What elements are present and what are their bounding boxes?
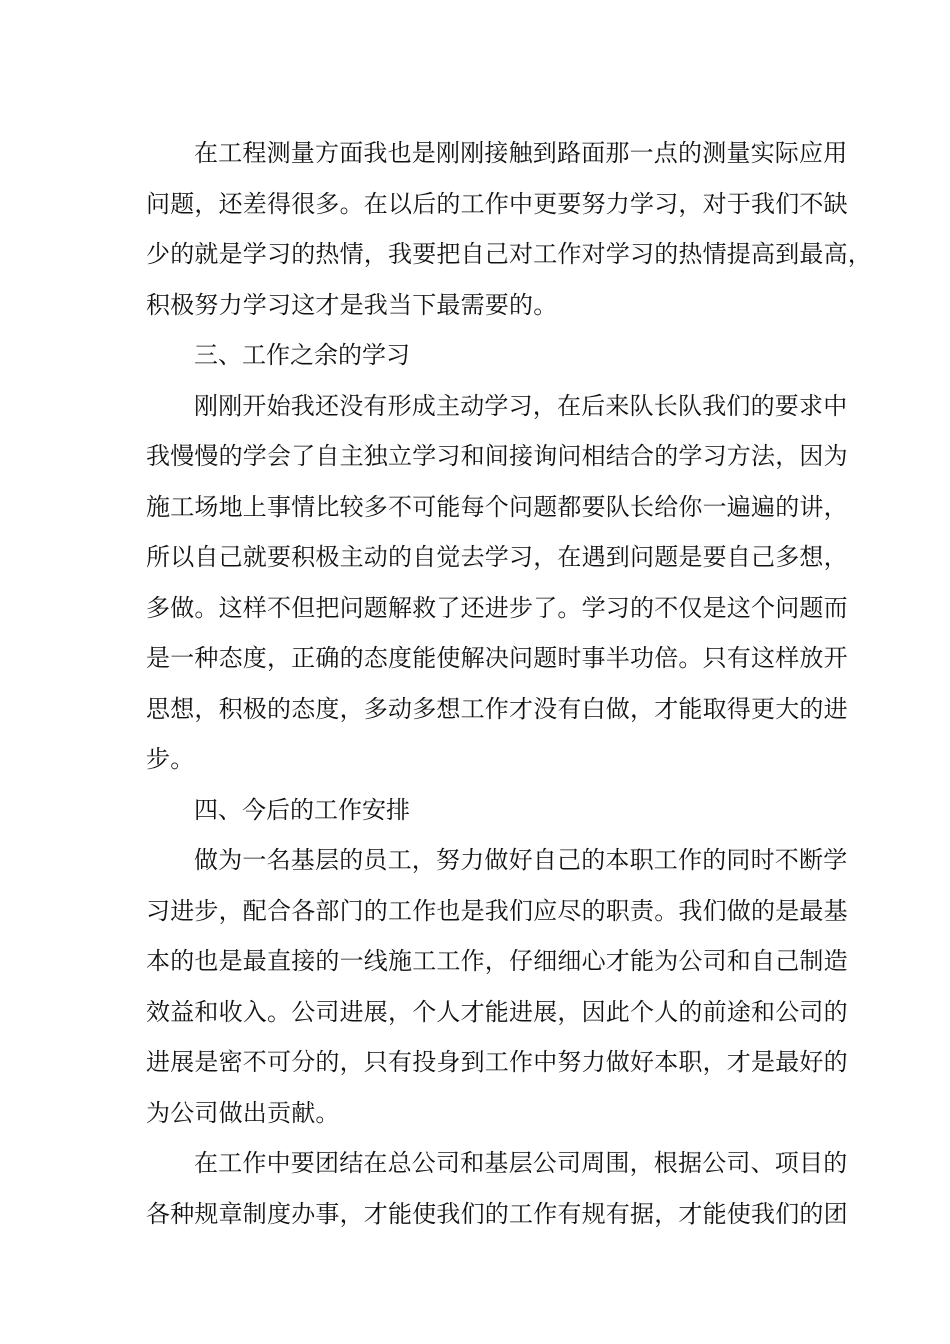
text-line: 思想，积极的态度，多动多想工作才没有白做，才能取得更大的进: [146, 694, 848, 723]
text-line: 多做。这样不但把问题解救了还进步了。学习的不仅是这个问题而: [146, 593, 848, 622]
text-line: 问题，还差得很多。在以后的工作中更要努力学习，对于我们不缺: [146, 189, 848, 218]
text-line: 积极努力学习这才是我当下最需要的。: [146, 290, 558, 319]
document-body: [146, 128, 872, 1239]
text-line: 所以自己就要积极主动的自觉去学习，在遇到问题是要自己多想，: [146, 543, 848, 571]
text-line: 在工程测量方面我也是刚刚接触到路面那一点的测量实际应用: [194, 139, 848, 167]
text-line: 进展是密不可分的，只有投身到工作中努力做好本职，才是最好的: [146, 1048, 848, 1076]
paragraph-learning: [146, 381, 848, 785]
text-line: 在工作中要团结在总公司和基层公司周围，根据公司、项目的: [194, 1149, 848, 1177]
text-line: 习进步，配合各部门的工作也是我们应尽的职责。我们做的是最基: [146, 896, 848, 925]
text-line: 步。: [146, 745, 195, 773]
text-line: 施工场地上事情比较多不可能每个问题都要队长给你一遍遍的讲，: [146, 492, 848, 521]
paragraph-teamwork: [146, 1138, 848, 1239]
text-line: 是一种态度，正确的态度能使解决问题时事半功倍。只有这样放开: [146, 644, 848, 672]
section-heading-4: 四、今后的工作安排: [194, 795, 410, 824]
section-heading-3: 三、工作之余的学习: [194, 341, 410, 369]
text-line: 各种规章制度办事，才能使我们的工作有规有据，才能使我们的团: [146, 1199, 848, 1228]
text-line: 做为一名基层的员工，努力做好自己的本职工作的同时不断学: [194, 846, 848, 874]
text-line: 效益和收入。公司进展，个人才能进展，因此个人的前途和公司的: [146, 997, 848, 1026]
text-line: 少的就是学习的热情，我要把自己对工作对学习的热情提高到最高，: [146, 240, 872, 268]
paragraph-work-plan: [146, 835, 848, 1138]
text-line: 我慢慢的学会了自主独立学习和间接询问相结合的学习方法，因为: [146, 442, 848, 470]
text-line: 本的也是最直接的一线施工工作，仔细细心才能为公司和自己制造: [146, 947, 848, 975]
paragraph-survey: [146, 128, 872, 330]
text-line: 为公司做出贡献。: [146, 1098, 340, 1127]
text-line: 刚刚开始我还没有形成主动学习，在后来队长队我们的要求中: [194, 391, 848, 420]
